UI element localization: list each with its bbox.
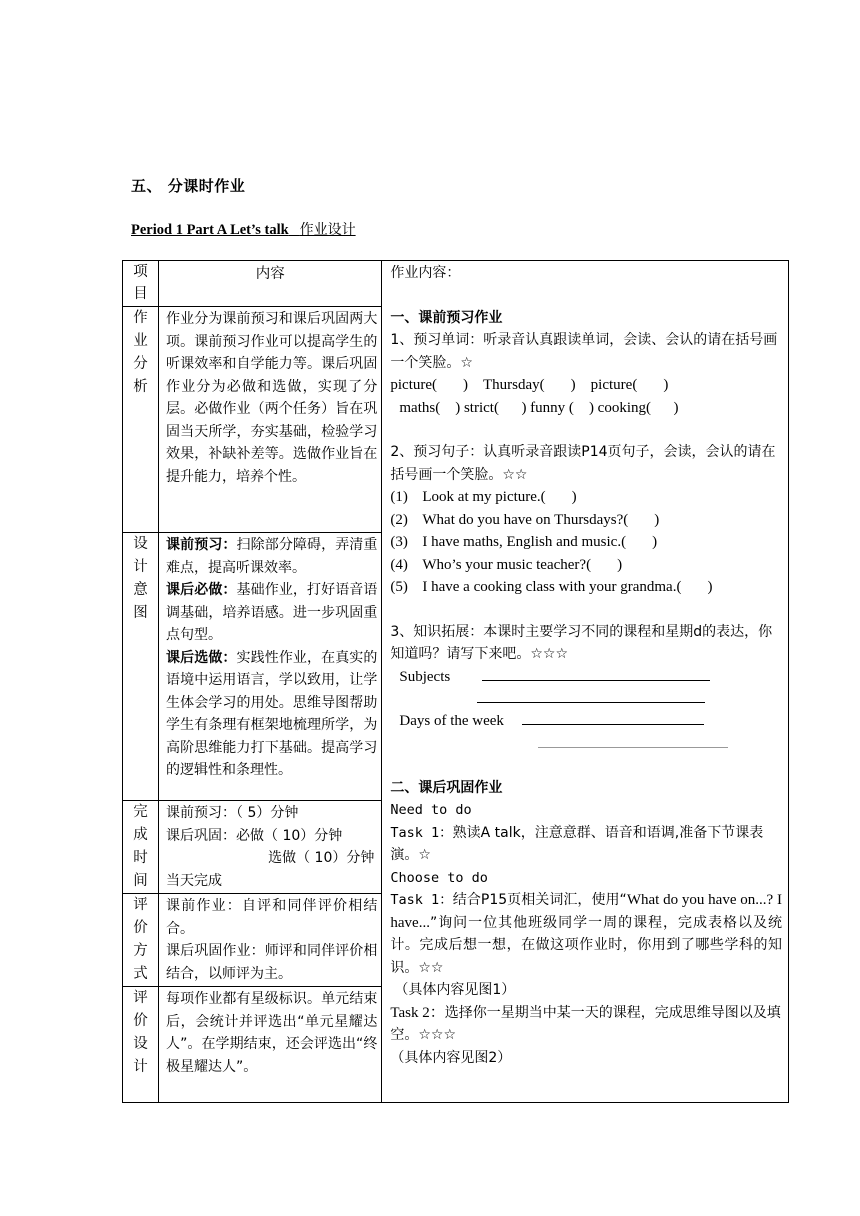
days-blank-2 [390, 733, 782, 755]
row-content-cell [159, 987, 382, 1103]
homework-content-cell [382, 261, 789, 1103]
days-blank [522, 710, 704, 725]
row-label-time: 完成时间 [133, 804, 148, 889]
evaluation-method-content: 课前作业：自评和同伴评价相结合。 课后巩固作业：师评和同伴评价相结合，以师评为主。 [166, 898, 378, 982]
sentence-item: (4) Who’s your music teacher?( ) [390, 556, 623, 573]
row-label-cell [123, 894, 159, 987]
part1-heading: 一、课前预习作业 [390, 309, 503, 326]
row-label-analysis: 作业分析 [133, 310, 148, 395]
task1-choose: Task 1：结合P15页相关词汇，使用“What do you have on...? I have...”询问一位其他班级同学一周的课程，完成表格以及统计。完成后想一想，在做这项作业时，你用到了哪些学科的知识。☆☆ [390, 892, 782, 976]
task2-note: （具体内容见图2） [390, 1049, 512, 1066]
words-line-1: picture( ) Thursday( ) picture( ) [390, 377, 669, 393]
row-label-cell [123, 987, 159, 1103]
row-content-cell [159, 801, 382, 894]
task1-need: Task 1：熟读A talk，注意意群、语音和语调,准备下节课表演。☆ [390, 824, 764, 863]
subjects-label: Subjects [399, 668, 451, 685]
header-col1: 项目 [133, 264, 148, 302]
subjects-blank-2 [390, 688, 782, 710]
row-label-intent: 设计意图 [133, 536, 148, 621]
knowledge-extension-instruction: 3、知识拓展：本课时主要学习不同的课程和星期d的表达，你知道吗？请写下来吧。☆☆☆ [390, 623, 773, 662]
row-label-evaluation-design: 评价设计 [133, 990, 148, 1075]
time-content: 课前预习：（ 5）分钟 课后巩固：必做（ 10）分钟 选做（ 10）分钟 当天完成 [166, 805, 375, 889]
header-content-cell [159, 261, 382, 307]
row-content-cell [159, 533, 382, 801]
sentence-item: (5) I have a cooking class with your grandma.( ) [390, 579, 713, 595]
homework-table [122, 260, 789, 1103]
homework-content [382, 261, 788, 1069]
words-line-2: maths( ) strict( ) funny ( ) cooking( ) [399, 399, 679, 416]
days-line [390, 710, 782, 733]
intent-item: 课前预习：扫除部分障碍，弄清重难点，提高听课效率。 [166, 537, 378, 576]
sentence-item: (2) What do you have on Thursdays?( ) [390, 511, 660, 528]
header-item-cell [123, 261, 159, 307]
preview-words-instruction: 1、预习单词：听录音认真跟读单词，会读、会认的请在括号画一个笑脸。☆ [390, 332, 778, 371]
subjects-blank [482, 666, 710, 681]
row-label-evaluation-method: 评价方式 [133, 897, 148, 982]
header-col2: 内容 [255, 266, 285, 282]
row-content-cell [159, 894, 382, 987]
row-content-cell [159, 307, 382, 533]
row-label-cell [123, 533, 159, 801]
analysis-content: 作业分为课前预习和课后巩固两大项。课前预习作业可以提高学生的听课效率和自学能力等。课后巩固作业分为必做和选做，实现了分层。必做作业（两个任务）旨在巩固当天所学，夯实基础，检验学习效果，补缺补差等。选做作业旨在提升能力，培养个性。 [166, 311, 378, 485]
intent-item: 课后必做：基础作业，打好语音语调基础，培养语感。进一步巩固重点句型。 [166, 582, 378, 643]
task1-note: （具体内容见图1） [394, 982, 516, 998]
intent-content [159, 533, 381, 782]
preview-sentences-instruction: 2、预习句子：认真听录音跟读P14页句子，会读，会认的请在括号画一个笑脸。☆☆ [390, 444, 776, 483]
sentence-item: (1) Look at my picture.( ) [390, 489, 577, 505]
sentence-item: (3) I have maths, English and music.( ) [390, 534, 658, 550]
part2-heading: 二、课后巩固作业 [390, 779, 503, 796]
need-to-do: Need to do [390, 802, 472, 818]
evaluation-design-content: 每项作业都有星级标识。单元结束后，会统计并评选出“单元星耀达人”。在学期结束，还会评选出“终极星耀达人”。 [166, 991, 378, 1075]
period-heading-cn: 作业设计 [299, 222, 356, 238]
period-heading [131, 219, 356, 239]
task2-choose: Task 2：选择你一星期当中某一天的课程，完成思维导图以及填空。☆☆☆ [390, 1004, 781, 1043]
section-heading: 五、 分课时作业 [131, 177, 246, 195]
period-heading-en: Period 1 Part A Let’s talk [131, 222, 289, 238]
row-label-cell [123, 307, 159, 533]
choose-to-do: Choose to do [390, 869, 488, 886]
row-label-cell [123, 801, 159, 894]
days-label: Days of the week [399, 713, 504, 729]
content-title: 作业内容： [390, 265, 461, 281]
sentence-list [390, 486, 782, 599]
subjects-line [390, 666, 782, 689]
intent-item: 课后选做：实践性作业，在真实的语境中运用语言，学以致用，让学生体会学习的用处。思维导图帮助学生有条理有框架地梳理所学，为高阶思维能力打下基础。提高学习的逻辑性和条理性。 [166, 649, 378, 778]
